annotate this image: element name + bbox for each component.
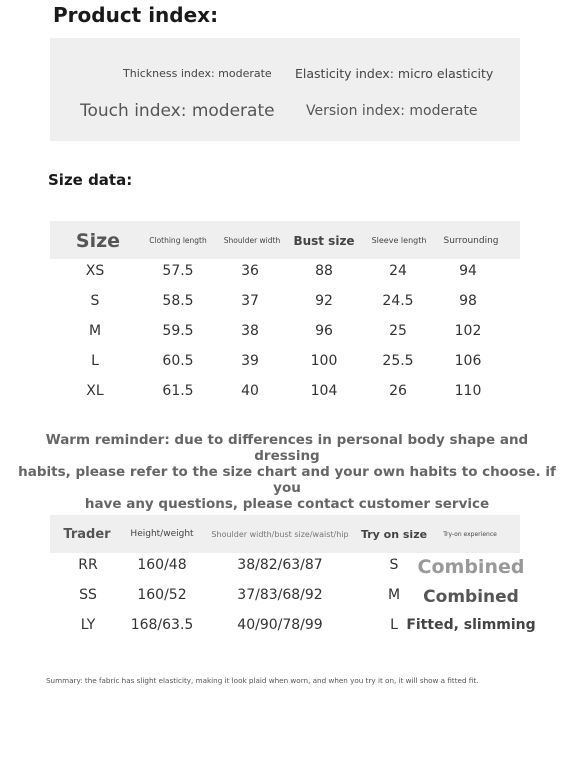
table-cell: 59.5 xyxy=(162,323,194,339)
product-index-title: Product index: xyxy=(53,3,219,27)
table-cell: S xyxy=(90,293,100,309)
table-cell: XL xyxy=(86,383,104,399)
size-table-header xyxy=(50,221,520,259)
trader-header: Trader xyxy=(63,527,111,542)
table-cell: 40/90/78/99 xyxy=(237,617,323,633)
try-on-experience-header: Try-on experience xyxy=(443,531,497,538)
table-row xyxy=(50,289,520,319)
table-cell: 160/52 xyxy=(137,587,187,603)
measurements-header: Shoulder width/bust size/waist/hip xyxy=(211,530,349,539)
table-cell: 25 xyxy=(389,323,407,339)
version-index: Version index: moderate xyxy=(306,103,478,119)
table-cell: 26 xyxy=(389,383,407,399)
warm-reminder xyxy=(12,432,562,512)
table-cell: S xyxy=(389,557,399,573)
table-row xyxy=(50,319,520,349)
sleeve-length-header: Sleeve length xyxy=(371,236,427,245)
table-cell: 24.5 xyxy=(382,293,414,309)
try-on-size-header: Try on size xyxy=(360,528,428,541)
touch-index: Touch index: moderate xyxy=(80,101,275,121)
table-cell: 37/83/68/92 xyxy=(237,587,323,603)
size-table xyxy=(50,221,520,409)
table-cell: 100 xyxy=(310,353,338,369)
table-cell: 88 xyxy=(315,263,333,279)
table-cell: L xyxy=(390,617,398,633)
bust-size-header: Bust size xyxy=(293,234,355,248)
shoulder-width-header: Shoulder width xyxy=(223,236,281,245)
table-cell: 104 xyxy=(310,383,338,399)
clothing-length-header: Clothing length xyxy=(149,236,207,245)
table-cell: 24 xyxy=(389,263,407,279)
thickness-index: Thickness index: moderate xyxy=(123,67,272,80)
table-cell: Fitted, slimming xyxy=(406,617,536,633)
product-index-panel xyxy=(50,38,520,141)
table-cell: 106 xyxy=(454,353,482,369)
table-cell: 36 xyxy=(241,263,259,279)
table-row xyxy=(50,259,520,289)
reminder-line: Warm reminder: due to differences in personal body shape and dressing xyxy=(45,432,529,464)
summary-text: Summary: the fabric has slight elasticity, making it look plaid when worn, and when you try it on, it will show a fitted fit. xyxy=(46,676,479,685)
table-cell: 25.5 xyxy=(382,353,414,369)
table-cell: L xyxy=(91,353,99,369)
table-cell: 92 xyxy=(315,293,333,309)
table-cell: 96 xyxy=(315,323,333,339)
table-cell: 94 xyxy=(459,263,477,279)
table-cell: Combined xyxy=(417,556,525,578)
height-weight-header: Height/weight xyxy=(130,529,194,539)
table-cell: M xyxy=(88,323,102,339)
table-cell: 39 xyxy=(241,353,259,369)
reminder-line: habits, please refer to the size chart and your own habits to choose. if you xyxy=(18,464,556,496)
table-row xyxy=(50,379,520,409)
size-header: Size xyxy=(75,230,121,252)
table-row xyxy=(50,583,520,613)
table-cell: 40 xyxy=(241,383,259,399)
table-cell: M xyxy=(387,587,401,603)
table-cell: 57.5 xyxy=(162,263,194,279)
table-cell: LY xyxy=(80,617,96,633)
table-cell: SS xyxy=(79,587,97,603)
table-cell: 110 xyxy=(454,383,482,399)
table-cell: 38 xyxy=(241,323,259,339)
table-cell: XS xyxy=(85,263,105,279)
table-cell: Combined xyxy=(423,587,519,607)
table-cell: 60.5 xyxy=(162,353,194,369)
surrounding-header: Surrounding xyxy=(443,236,499,246)
trader-table-header xyxy=(50,515,520,553)
table-row xyxy=(50,349,520,379)
table-cell: 37 xyxy=(241,293,259,309)
reminder-line: have any questions, please contact customer service xyxy=(84,496,490,512)
table-cell: 168/63.5 xyxy=(130,617,194,633)
table-cell: 160/48 xyxy=(137,557,187,573)
table-cell: 58.5 xyxy=(162,293,194,309)
table-cell: RR xyxy=(78,557,98,573)
table-row xyxy=(50,553,525,583)
elasticity-index: Elasticity index: micro elasticity xyxy=(295,66,494,81)
size-data-title: Size data: xyxy=(48,171,133,189)
table-cell: 61.5 xyxy=(162,383,194,399)
table-row xyxy=(50,613,536,643)
table-cell: 98 xyxy=(459,293,477,309)
table-cell: 102 xyxy=(454,323,482,339)
table-cell: 38/82/63/87 xyxy=(237,557,323,573)
trader-table xyxy=(50,515,536,643)
